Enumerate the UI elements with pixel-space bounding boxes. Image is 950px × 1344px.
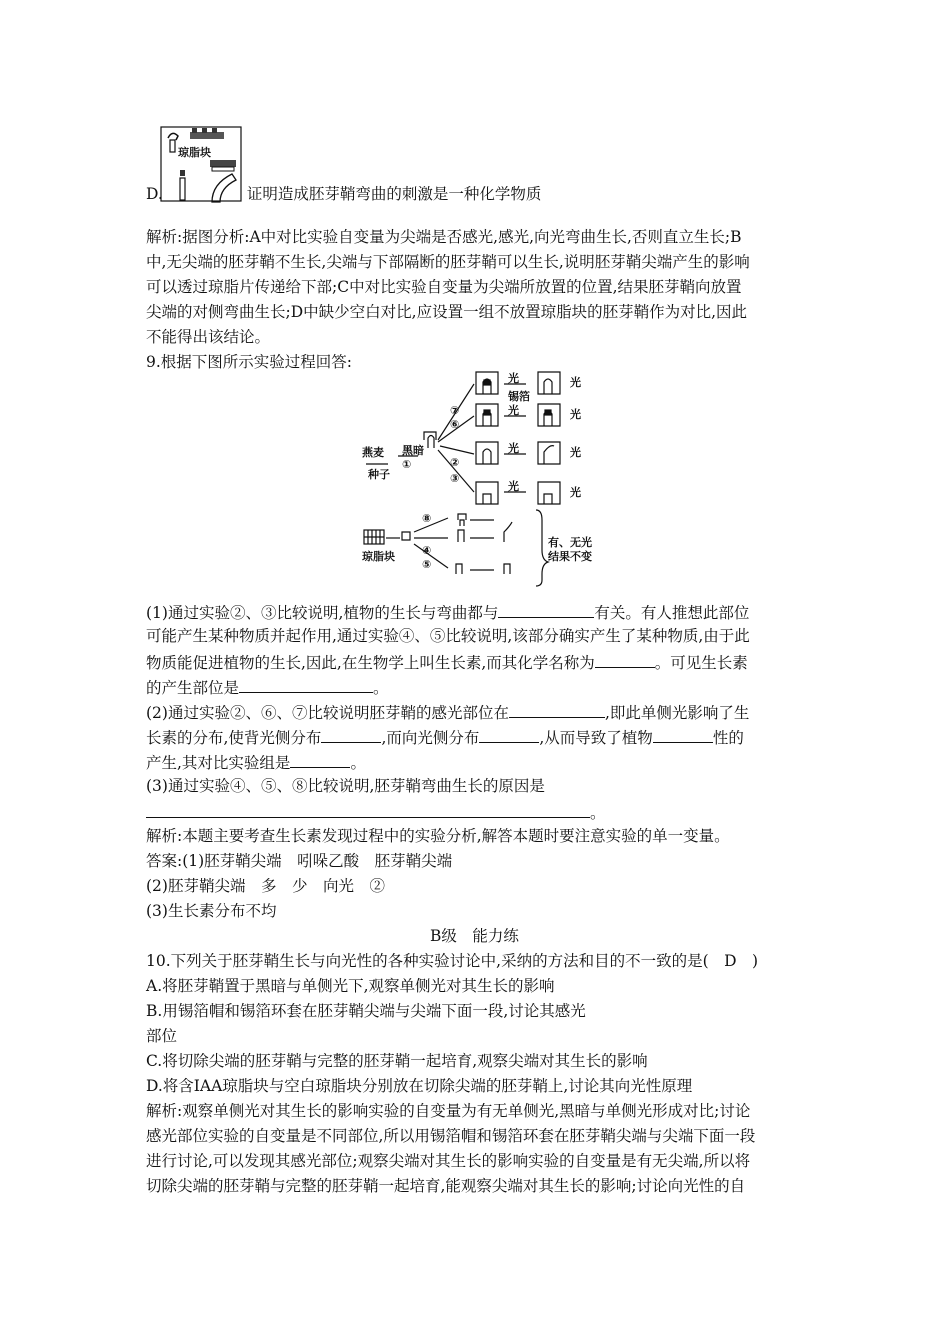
q9-p1-line: 可能产生某种物质并起作用,通过实验④、⑤比较说明,该部分确实产生了某种物质,由于此 — [146, 627, 750, 645]
q9-p3-line: (3)通过实验④、⑤、⑧比较说明,胚芽鞘弯曲生长的原因是 — [146, 777, 545, 795]
q9-experiment-figure — [358, 370, 598, 592]
agar-block-label: 琼脂块 — [178, 146, 211, 159]
q9-p2-b1: 长素的分布,使背光侧分布 — [146, 729, 322, 747]
light-label: 光 — [508, 372, 519, 385]
num-8: ⑧ — [422, 512, 432, 525]
q10-analysis-line: 感光部位实验的自变量是不同部位,所以用锡箔帽和锡箔环套在胚芽鞘尖端与尖端下面一段 — [146, 1127, 756, 1145]
dark-label: 黑暗 — [402, 444, 424, 457]
q9-p2-a: (2)通过实验②、⑥、⑦比较说明胚芽鞘的感光部位在 — [146, 704, 509, 722]
q8-analysis-line: 可以透过琼脂片传递给下部;C中对比实验自变量为尖端所放置的位置,结果胚芽鞘向放置 — [146, 278, 742, 296]
q9-p2-c: 产生,其对比实验组是 — [146, 754, 291, 772]
q9-p1-line — [146, 651, 748, 673]
q9-p3-end: 。 — [590, 804, 606, 822]
light-label: 光 — [570, 486, 581, 499]
q10-option-c: C.将切除尖端的胚芽鞘与完整的胚芽鞘一起培育,观察尖端对其生长的影响 — [146, 1052, 648, 1070]
num-4: ④ — [422, 544, 432, 557]
q9-p1-d-end: 。 — [373, 679, 389, 697]
q9-answer: (2)胚芽鞘尖端 多 少 向光 ② — [146, 877, 385, 895]
num-3: ③ — [450, 472, 460, 485]
q9-answer: (3)生长素分布不均 — [146, 902, 277, 920]
num-2: ② — [450, 456, 460, 469]
q10-option-b: B.用锡箔帽和锡箔环套在胚芽鞘尖端与尖端下面一段,讨论其感光 — [146, 1002, 586, 1020]
q9-p1-d: 的产生部位是 — [146, 679, 240, 697]
q8-analysis-line: 中,无尖端的胚芽鞘不生长,尖端与下部隔断的胚芽鞘可以生长,说明胚芽鞘尖端产生的影响 — [146, 253, 750, 271]
result-label-2: 结果不变 — [548, 550, 592, 563]
q8-analysis-line: 解析:据图分析:A中对比实验自变量为尖端是否感光,感光,向光弯曲生长,否则直立生长;B — [146, 228, 742, 246]
answer-blank[interactable] — [290, 751, 350, 768]
num-6: ⑥ — [450, 418, 460, 431]
q10-option-d: D.将含IAA琼脂块与空白琼脂块分别放在切除尖端的胚芽鞘上,讨论其向光性原理 — [146, 1077, 693, 1095]
answer-blank[interactable] — [595, 651, 655, 668]
answer-blank[interactable] — [498, 601, 594, 618]
light-label: 光 — [570, 446, 581, 459]
q9-p2-line — [146, 751, 366, 773]
light-label: 光 — [570, 408, 581, 421]
q9-analysis: 解析:本题主要考查生长素发现过程中的实验分析,解答本题时要注意实验的单一变量。 — [146, 827, 730, 845]
answer-blank[interactable] — [239, 676, 373, 693]
q9-p2-b4: 性的 — [712, 729, 744, 747]
q9-p2-b3: ,从而导致了植物 — [539, 729, 653, 747]
light-label: 光 — [508, 442, 519, 455]
section-heading: B级 能力练 — [430, 927, 519, 945]
option-d — [146, 184, 541, 204]
q9-p2-b2: ,而向光侧分布 — [381, 729, 480, 747]
result-label: 有、无光 — [548, 536, 592, 549]
q9-stem: 9.根据下图所示实验过程回答: — [146, 353, 353, 371]
light-label: 光 — [570, 376, 581, 389]
answer-blank[interactable] — [479, 726, 539, 743]
foil-label: 锡箔 — [508, 390, 530, 403]
light-label: 光 — [508, 404, 519, 417]
q8-analysis-line: 不能得出该结论。 — [146, 328, 271, 346]
q9-p2-a-end: ,即此单侧光影响了生 — [604, 704, 750, 722]
q10-stem: 10.下列关于胚芽鞘生长与向光性的各种实验讨论中,采纳的方法和目的不一致的是( D ) — [146, 952, 759, 970]
num-7: ⑦ — [450, 404, 460, 417]
q9-p1-c: 物质能促进植物的生长,因此,在生物学上叫生长素,而其化学名称为 — [146, 654, 595, 672]
q9-p1-a: (1)通过实验②、③比较说明,植物的生长与弯曲都与 — [146, 604, 499, 622]
answer-blank[interactable] — [321, 726, 381, 743]
q9-p1-line — [146, 676, 389, 698]
answer-blank[interactable] — [653, 726, 713, 743]
option-d-label: D. — [146, 185, 163, 203]
q9-p2-line — [146, 726, 744, 748]
q10-analysis-line: 进行讨论,可以发现其感光部位;观察尖端对其生长的影响实验的自变量是有无尖端,所以将 — [146, 1152, 751, 1170]
q9-p2-line — [146, 701, 749, 723]
q10-analysis-line: 解析:观察单侧光对其生长的影响实验的自变量为有无单侧光,黑暗与单侧光形成对比;讨论 — [146, 1102, 751, 1120]
num-5: ⑤ — [422, 558, 432, 571]
q9-p1-line — [146, 601, 749, 623]
answer-blank[interactable] — [146, 801, 590, 818]
q9-p1-a-end: 有关。有人推想此部位 — [594, 604, 750, 622]
q9-p1-c-end: 。可见生长素 — [654, 654, 748, 672]
seed-label-oat: 燕麦 — [362, 446, 384, 459]
q9-answer: 答案:(1)胚芽鞘尖端 吲哚乙酸 胚芽鞘尖端 — [146, 852, 453, 870]
q9-p2-c-end: 。 — [350, 754, 366, 772]
num-1: ① — [402, 458, 412, 471]
q8-analysis-line: 尖端的对侧弯曲生长;D中缺少空白对比,应设置一组不放置琼脂块的胚芽鞘作为对比,因此 — [146, 303, 748, 321]
q10-option-a: A.将胚芽鞘置于黑暗与单侧光下,观察单侧光对其生长的影响 — [146, 977, 555, 995]
q10-option-b-cont: 部位 — [146, 1027, 178, 1045]
option-d-text: 证明造成胚芽鞘弯曲的刺激是一种化学物质 — [246, 185, 542, 203]
seed-label: 种子 — [368, 468, 390, 481]
q10-analysis-line: 切除尖端的胚芽鞘与完整的胚芽鞘一起培育,能观察尖端对其生长的影响;讨论向光性的自 — [146, 1177, 746, 1195]
light-label: 光 — [508, 480, 519, 493]
q9-p3-line — [146, 801, 606, 823]
agar-label: 琼脂块 — [362, 550, 395, 563]
answer-blank[interactable] — [509, 701, 605, 718]
